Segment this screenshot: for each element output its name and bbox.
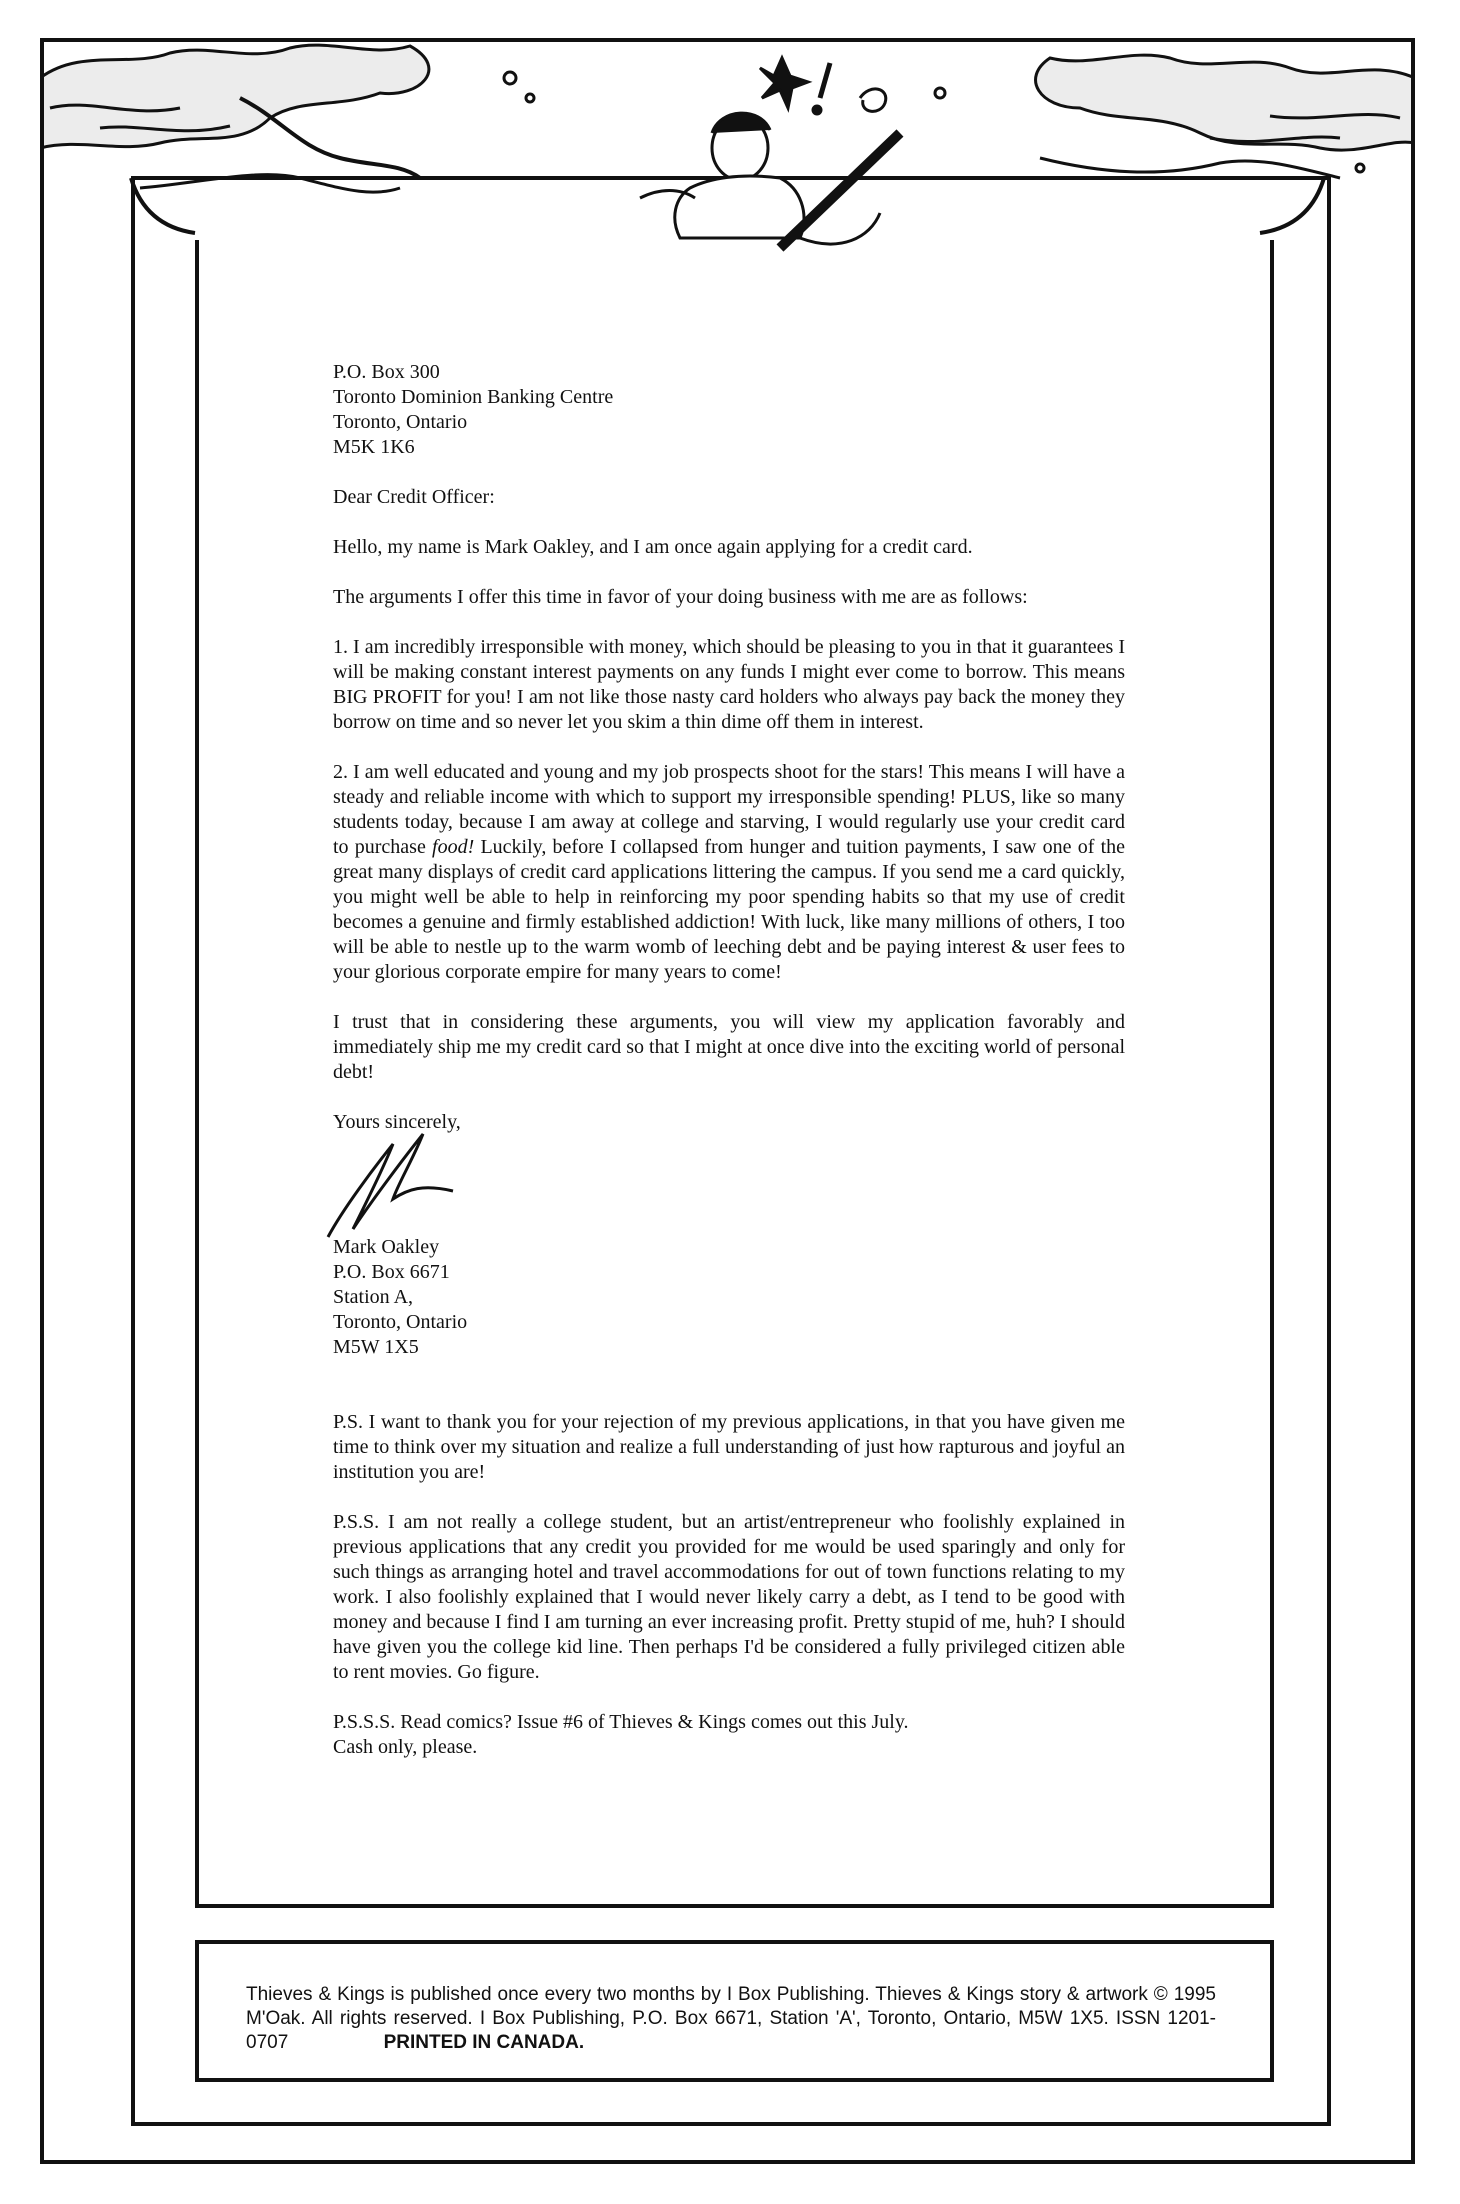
closing-paragraph: I trust that in considering these arguments, you will view my application favorably and immediately ship me my credit card so that I might at once dive into the exciting world of personal debt! (333, 1011, 1126, 1083)
signature-area (333, 1135, 1125, 1235)
arguments-intro: The arguments I offer this time in favor of your doing business with me are as follows: (333, 586, 1028, 608)
publication-info (246, 1983, 1216, 2055)
argument-two-part2: Luckily, before I collapsed from hunger and tuition payments, I saw one of the great many displays of credit card applications littering the campus. If you send me a card quickly, you might well be able to help in reinforcing my poor spending habits so that my use of credit becomes a genuine and firmly established addiction! With luck, like many millions of others, I too will be able to nestle up to the warm womb of leeching debt and be paying interest & user fees to your glorious corporate empire for many years to come! (333, 836, 1126, 983)
intro-paragraph: Hello, my name is Mark Oakley, and I am once again applying for a credit card. (333, 536, 973, 558)
argument-two-emphasis: food! (432, 836, 475, 858)
surprise-symbols (760, 58, 886, 114)
header-illustration (40, 38, 1415, 338)
sender-address-line: M5W 1X5 (333, 1336, 419, 1358)
salutation: Dear Credit Officer: (333, 486, 495, 508)
sender-address-line: Toronto, Ontario (333, 1311, 468, 1333)
sender-name: Mark Oakley (333, 1236, 440, 1258)
argument-two-part1: 2. I am well educated and young and my job prospects shoot for the stars! This means I will have a steady and reliable income with which to support my irresponsible spending! PLUS, like so many students today, because I am away at college and starving, I would regularly use your credit card to purchase (333, 761, 1125, 858)
pss-paragraph: P.S.S. I am not really a college student, but an artist/entrepreneur who foolishly explained in previous applications that any credit you provided for me would be used sparingly and only for such things as arranging hotel and travel accommodations for out of town functions relating to my work. I also foolishly explained that I would never likely carry a debt, as I tend to be good with money and because I find I am turning an ever increasing profit. Pretty stupid of me, huh? I should have given you the college kid line. Then perhaps I'd be considered a fully privileged citizen able to rent movies. Go figure. (333, 1511, 1125, 1683)
letter-border-right (1270, 240, 1274, 1908)
left-foliage (40, 45, 429, 148)
sender-address-line: Station A, (333, 1286, 414, 1308)
right-foliage (1036, 55, 1415, 150)
recipient-address-line: Toronto, Ontario (333, 411, 468, 433)
recipient-address-line: M5K 1K6 (333, 436, 415, 458)
letter-body (333, 360, 1125, 1760)
publication-info-text: Thieves & Kings is published once every two months by I Box Publishing. Thieves & Kings story & artwork © 1995 M'Oak. All rights reserved. I Box Publishing, P.O. Box 6671, Station 'A', Toronto, Ontario, M5W 1X5. ISSN 1201-0707 (246, 1984, 1216, 2053)
printed-in-canada: PRINTED IN CANADA. (383, 2032, 585, 2053)
argument-one: 1. I am incredibly irresponsible with money, which should be pleasing to you in that it guarantees I will be making constant interest payments on any funds I might ever come to borrow. This means BIG PROFIT for you! I am not like those nasty card holders who always pay back the money they borrow on time and so never let you skim a thin dime off them in interest. (333, 636, 1125, 733)
psss-line2: Cash only, please. (333, 1736, 478, 1758)
argument-two (333, 760, 1125, 985)
recipient-address (333, 360, 1125, 460)
recipient-address-line: P.O. Box 300 (333, 361, 440, 383)
sign-off: Yours sincerely, (333, 1111, 461, 1133)
sender-address (333, 1235, 1125, 1360)
ps-paragraph: P.S. I want to thank you for your rejection of my previous applications, in that you have given me time to think over my situation and realize a full understanding of just how rapturous and joyful an institution you are! (333, 1411, 1125, 1483)
letter-border-bottom (195, 1904, 1274, 1908)
sender-address-line: P.O. Box 6671 (333, 1261, 450, 1283)
recipient-address-line: Toronto Dominion Banking Centre (333, 386, 614, 408)
signature (323, 1129, 493, 1241)
psss-line1: P.S.S.S. Read comics? Issue #6 of Thieves & Kings comes out this July. (333, 1711, 909, 1733)
letter-border-left (195, 240, 199, 1908)
artist-character (640, 113, 900, 248)
